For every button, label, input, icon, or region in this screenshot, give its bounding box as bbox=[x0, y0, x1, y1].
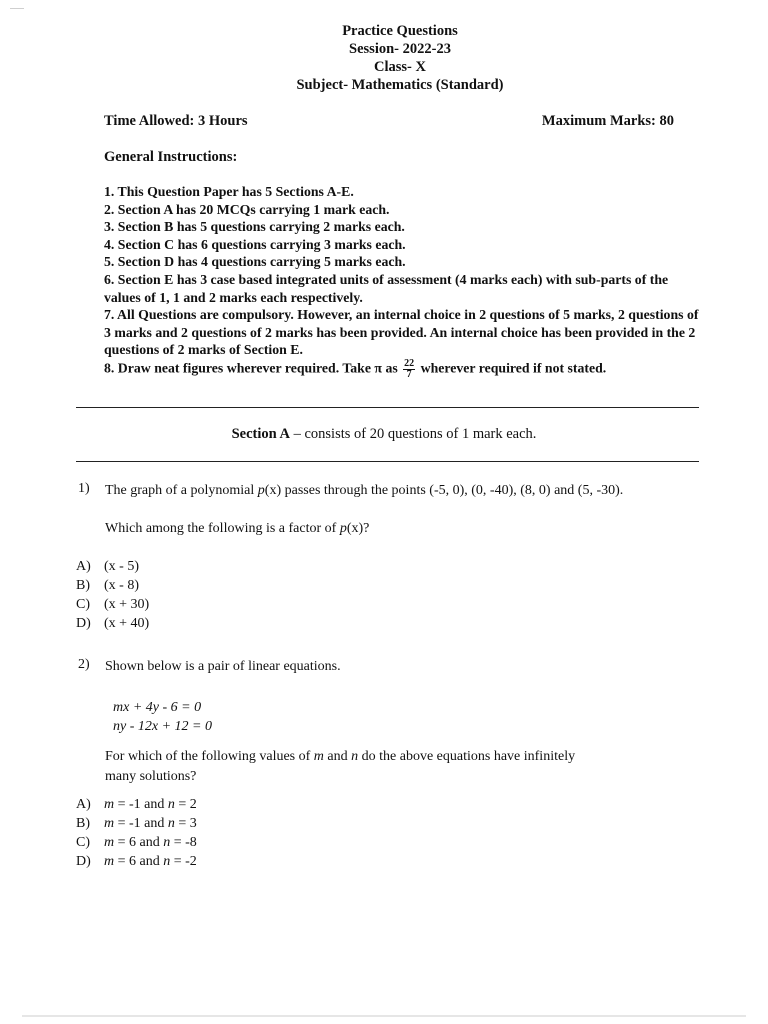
question-2-intro: Shown below is a pair of linear equations. bbox=[105, 659, 341, 674]
q1-option-c[interactable] bbox=[76, 595, 149, 614]
q1-option-d[interactable] bbox=[76, 614, 149, 633]
q1-prompt-part: (x)? bbox=[346, 521, 370, 536]
option-label: B) bbox=[76, 578, 90, 593]
instruction-item: 4. Section C has 6 questions carrying 3 marks each. bbox=[104, 236, 406, 252]
option-text: = -1 and bbox=[114, 797, 168, 812]
instruction-item-8 bbox=[104, 359, 704, 380]
section-a-heading bbox=[0, 426, 768, 443]
instruction-item: 2. Section A has 20 MCQs carrying 1 mark each. bbox=[104, 201, 390, 217]
q2-option-b[interactable] bbox=[76, 814, 197, 833]
option-text: = -1 and bbox=[114, 816, 168, 831]
q2-prompt-part: For which of the following values of bbox=[105, 749, 314, 764]
var-m: m bbox=[104, 797, 115, 812]
option-text: = 3 bbox=[174, 816, 197, 831]
q1-prompt-part: Which among the following is a factor of bbox=[105, 521, 340, 536]
q2-option-d[interactable] bbox=[76, 852, 197, 871]
q2-option-c[interactable] bbox=[76, 833, 197, 852]
pi-fraction bbox=[403, 359, 415, 380]
q2-prompt-part: do the above equations have infinitely bbox=[358, 749, 576, 764]
q2-option-a[interactable] bbox=[76, 795, 197, 814]
page-bottom-edge bbox=[22, 1015, 746, 1017]
option-text: = 6 and bbox=[114, 854, 164, 869]
instruction-item: 1. This Question Paper has 5 Sections A-E. bbox=[104, 184, 354, 199]
option-text: (x + 40) bbox=[104, 616, 150, 631]
var-m: m bbox=[104, 816, 115, 831]
option-label: D) bbox=[76, 616, 91, 631]
var-m: m bbox=[104, 835, 115, 850]
header-title: Practice Questions bbox=[342, 23, 458, 39]
option-label: B) bbox=[76, 816, 90, 831]
option-label: D) bbox=[76, 854, 91, 869]
paper-header bbox=[0, 22, 768, 94]
header-session: Session- 2022-23 bbox=[349, 41, 451, 57]
question-2-prompt bbox=[105, 746, 705, 767]
q1-text-part: The graph of a polynomial bbox=[105, 483, 258, 498]
q1-text-part: (x) passes through the points (-5, 0), (0, -40), (8, 0) and (5, -30). bbox=[264, 483, 624, 498]
question-1-number: 1) bbox=[78, 481, 90, 496]
option-text: = 6 and bbox=[114, 835, 164, 850]
question-1-prompt bbox=[105, 518, 705, 539]
var-m: m bbox=[104, 854, 115, 869]
option-text: (x - 5) bbox=[104, 559, 139, 574]
instruction-item: 6. Section E has 3 case based integrated units of assessment (4 marks each) with sub-parts of the values of 1, 1 and 2 marks each respectively. bbox=[104, 271, 669, 305]
section-description: – consists of 20 questions of 1 mark each. bbox=[289, 426, 537, 442]
option-text: = -8 bbox=[170, 835, 197, 850]
q1-var-p: p bbox=[339, 521, 347, 536]
fraction-denominator: 7 bbox=[406, 368, 412, 380]
time-allowed: Time Allowed: 3 Hours bbox=[104, 113, 248, 129]
scan-mark bbox=[10, 8, 24, 9]
header-class: Class- X bbox=[374, 59, 426, 75]
equation-2: ny - 12x + 12 = 0 bbox=[113, 719, 212, 734]
instructions-list bbox=[104, 183, 704, 380]
var-n: n bbox=[163, 835, 171, 850]
option-label: C) bbox=[76, 597, 90, 612]
instruction-8-text-end: wherever required if not stated. bbox=[420, 360, 607, 376]
var-n: n bbox=[167, 816, 175, 831]
var-n: n bbox=[167, 797, 175, 812]
option-text: (x + 30) bbox=[104, 597, 150, 612]
q1-var-p: p bbox=[257, 483, 265, 498]
option-label: A) bbox=[76, 797, 91, 812]
q2-var-m: m bbox=[313, 749, 324, 764]
general-instructions-title: General Instructions: bbox=[104, 149, 238, 165]
option-text: = -2 bbox=[170, 854, 197, 869]
option-text: (x - 8) bbox=[104, 578, 139, 593]
var-n: n bbox=[163, 854, 171, 869]
header-subject: Subject- Mathematics (Standard) bbox=[296, 77, 504, 93]
option-label: A) bbox=[76, 559, 91, 574]
option-text: = 2 bbox=[174, 797, 197, 812]
maximum-marks: Maximum Marks: 80 bbox=[541, 113, 674, 129]
question-2-prompt-line2: many solutions? bbox=[105, 769, 197, 784]
fraction-numerator: 22 bbox=[404, 357, 415, 369]
instruction-item: 3. Section B has 5 questions carrying 2 marks each. bbox=[104, 219, 405, 235]
question-1-text bbox=[105, 480, 705, 501]
equation-1: mx + 4y - 6 = 0 bbox=[113, 700, 202, 715]
divider bbox=[76, 461, 699, 462]
q1-option-a[interactable] bbox=[76, 557, 139, 576]
divider bbox=[76, 407, 699, 408]
instruction-item: 7. All Questions are compulsory. However, an internal choice in 2 questions of 5 marks, 2 questions of 3 marks and 2 questions of 2 marks has been provided. An internal choice has been provided in the 2 questions of 2 marks of Section E. bbox=[104, 307, 699, 358]
option-label: C) bbox=[76, 835, 90, 850]
q2-prompt-part: and bbox=[323, 749, 352, 764]
section-name: Section A bbox=[231, 426, 290, 442]
question-2-number: 2) bbox=[78, 657, 90, 672]
q2-var-n: n bbox=[351, 749, 359, 764]
instruction-8-text: 8. Draw neat figures wherever required. Take π as bbox=[104, 360, 398, 376]
instruction-item: 5. Section D has 4 questions carrying 5 marks each. bbox=[104, 254, 406, 270]
q1-option-b[interactable] bbox=[76, 576, 139, 595]
